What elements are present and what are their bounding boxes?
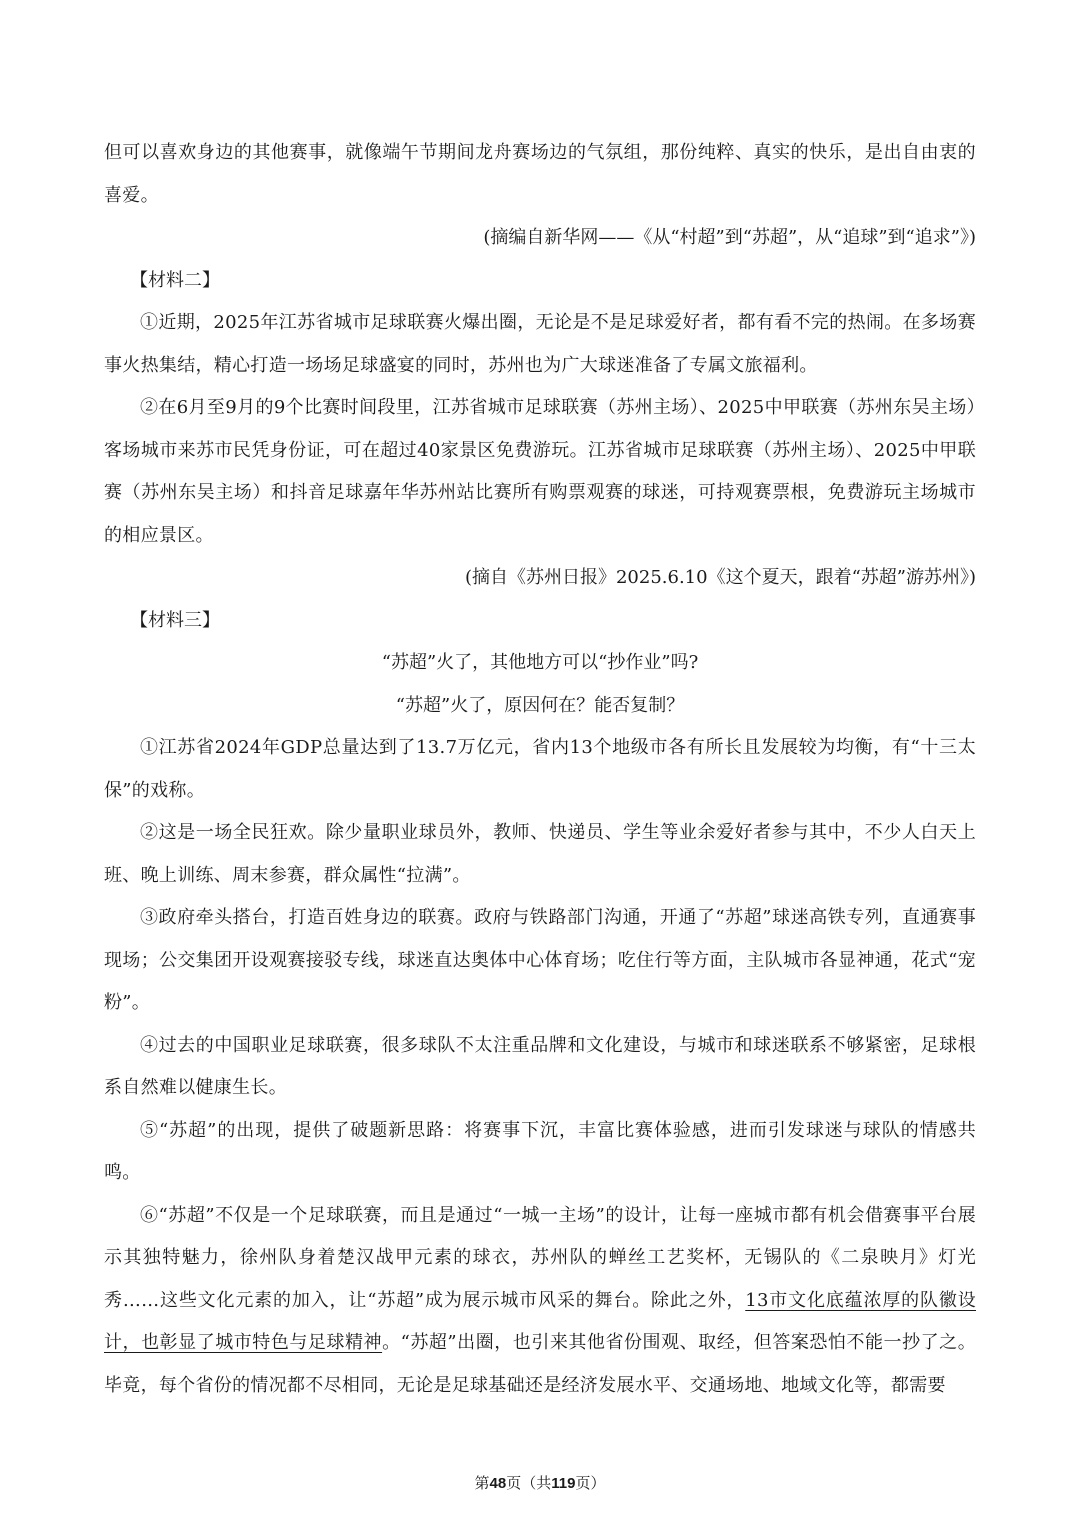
page-footer xyxy=(0,1472,1080,1493)
underlined-sentence: 13市文化底蕴浓厚的队徽设计，也彰显了城市特色与足球精神 xyxy=(104,1289,976,1353)
footer-suffix: 页） xyxy=(575,1474,606,1492)
paragraph-6-text-before: ⑥“苏超”不仅是一个足球联赛，而且是通过“一城一主场”的设计，让每一座城市都有机会借赛事平台展示其独特魅力，徐州队身着楚汉战甲元素的球衣，苏州队的蝉丝工艺奖杯，无锡队的《二泉映月》灯光秀……这些文化元素的加入，让“苏超”成为展示城市风采的舞台。除此之外， xyxy=(104,1204,976,1311)
material-3-heading: 【材料三】 xyxy=(130,609,220,631)
material-3-paragraph-2: ②这是一场全民狂欢。除少量职业球员外，教师、快递员、学生等业余爱好者参与其中，不少人白天上班、晚上训练、周末参赛，群众属性“拉满”。 xyxy=(104,822,976,886)
intro-paragraph: 但可以喜欢身边的其他赛事，就像端午节期间龙舟赛场边的气氛组，那份纯粹、真实的快乐，是出自由衷的喜爱。 xyxy=(104,142,976,206)
material-3-paragraph-6 xyxy=(104,1195,976,1408)
material-2-heading: 【材料二】 xyxy=(130,269,220,291)
material-3-subtitle-2: “苏超”火了，原因何在？能否复制？ xyxy=(395,694,685,716)
material-3-paragraph-3: ③政府牵头搭台，打造百姓身边的联赛。政府与铁路部门沟通，开通了“苏超”球迷高铁专列，直通赛事现场；公交集团开设观赛接驳专线，球迷直达奥体中心体育场；吃住行等方面，主队城市各显神通，花式“宠粉”。 xyxy=(104,907,976,1013)
material-3-paragraph-5: ⑤“苏超”的出现，提供了破题新思路：将赛事下沉，丰富比赛体验感，进而引发球迷与球队的情感共鸣。 xyxy=(104,1119,976,1183)
material-3-paragraph-1: ①江苏省2024年GDP总量达到了13.7万亿元，省内13个地级市各有所长且发展较为均衡，有“十三太保”的戏称。 xyxy=(104,737,976,801)
material-2-paragraph-2: ②在6月至9月的9个比赛时间段里，江苏省城市足球联赛（苏州主场）、2025中甲联赛（苏州东吴主场）客场城市来苏市民凭身份证，可在超过40家景区免费游玩。江苏省城市足球联赛（苏州主场）、2025中甲联赛（苏州东吴主场）和抖音足球嘉年华苏州站比赛所有购票观赛的球迷，可持观赛票根，免费游玩主场城市的相应景区。 xyxy=(104,397,976,546)
footer-page-number: 48 xyxy=(489,1475,507,1492)
footer-total-pages: 119 xyxy=(551,1475,576,1492)
footer-middle: 页（共 xyxy=(506,1474,552,1492)
material-2-paragraph-1: ①近期，2025年江苏省城市足球联赛火爆出圈，无论是不是足球爱好者，都有看不完的热闹。在多场赛事火热集结，精心打造一场场足球盛宴的同时，苏州也为广大球迷准备了专属文旅福利。 xyxy=(104,312,976,376)
material-3-subtitle-1: “苏超”火了，其他地方可以“抄作业”吗? xyxy=(381,652,699,673)
page-content xyxy=(104,132,976,1407)
material-3-paragraph-4: ④过去的中国职业足球联赛，很多球队不太注重品牌和文化建设，与城市和球迷联系不够紧密，足球根系自然难以健康生长。 xyxy=(104,1034,976,1098)
source-citation-2: (摘自《苏州日报》2025.6.10《这个夏天，跟着“苏超”游苏州》) xyxy=(464,567,976,588)
paragraph-6-text-after: 。“苏超”出圈，也引来其他省份围观、取经，但答案恐怕不能一抄了之。毕竟，每个省份的情况都不尽相同，无论是足球基础还是经济发展水平、交通场地、地域文化等，都需要 xyxy=(104,1332,976,1396)
footer-prefix: 第 xyxy=(474,1474,490,1492)
source-citation-1: (摘编自新华网——《从“村超”到“苏超”，从“追球”到“追求”》) xyxy=(483,227,976,248)
